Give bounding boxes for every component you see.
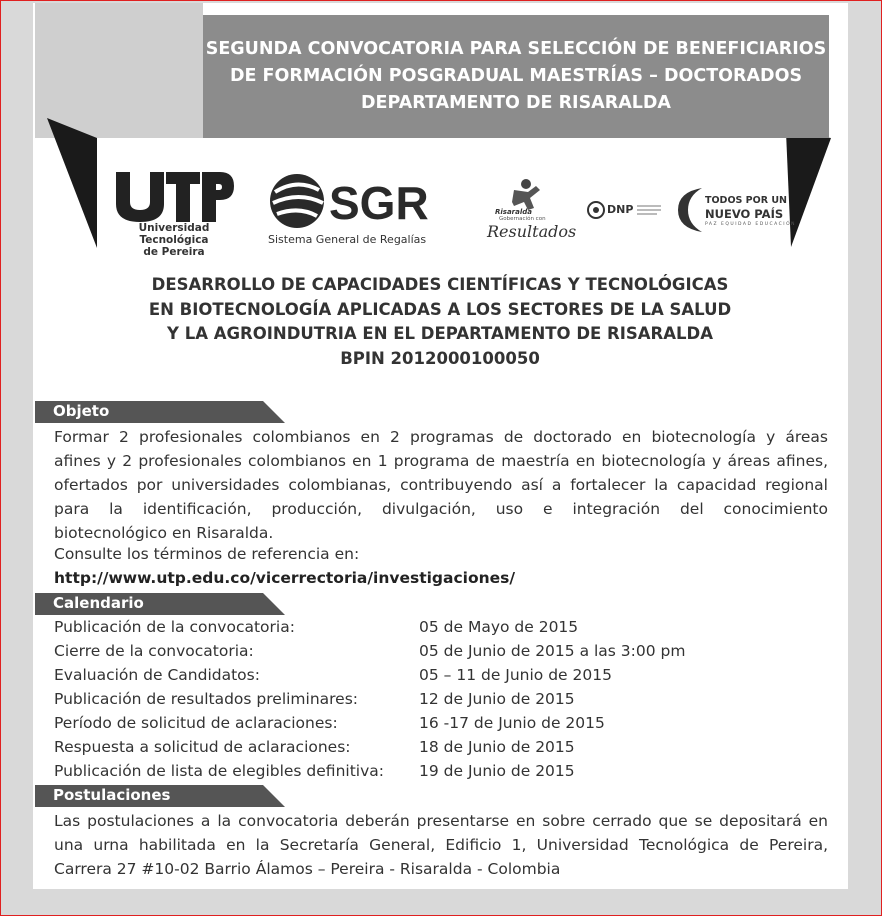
calendar-event: Evaluación de Candidatos:: [54, 666, 260, 684]
project-title-line-1: DESARROLLO DE CAPACIDADES CIENTÍFICAS Y TECNOLÓGICAS: [151, 275, 729, 294]
postulaciones-line-2: una urna habilitada en la Secretaría General, Edificio 1, Universidad Tecnológica de Pereira,: [54, 836, 828, 854]
dnp-logo-text: DNP: [607, 203, 634, 216]
banner-line-2: DE FORMACIÓN POSGRADUAL MAESTRÍAS – DOCTORADOS: [229, 66, 803, 86]
objeto-line-5: biotecnológico en Risaralda.: [54, 524, 274, 542]
calendar-row: [54, 714, 754, 738]
section-title-calendario: Calendario: [53, 594, 144, 612]
calendar-event: Publicación de la convocatoria:: [54, 618, 295, 636]
utp-name-line-2: de Pereira: [143, 246, 205, 258]
calendar-date: 05 de Mayo de 2015: [419, 618, 579, 636]
postulaciones-line-3: Carrera 27 #10-02 Barrio Álamos – Pereira - Risaralda - Colombia: [54, 860, 561, 878]
calendar-date: 16 -17 de Junio de 2015: [419, 714, 605, 732]
banner-line-3: DEPARTAMENTO DE RISARALDA: [361, 93, 671, 113]
postulaciones-paragraph: [54, 809, 828, 881]
calendar-event: Publicación de resultados preliminares:: [54, 690, 359, 708]
calendar-date: 18 de Junio de 2015: [419, 738, 575, 756]
section-title-objeto: Objeto: [53, 402, 110, 420]
project-title: [40, 273, 840, 371]
objeto-line-3: ofertados por universidades colombianas, contribuyendo así a fortalecer la capacidad regional: [54, 476, 828, 494]
calendar-row: [54, 690, 754, 714]
todos-line-2: NUEVO PAÍS: [705, 207, 784, 221]
svg-text:SGR: SGR: [329, 177, 429, 229]
calendar-date: 05 – 11 de Junio de 2015: [419, 666, 612, 684]
header-banner: [203, 15, 829, 138]
todos-line-1: TODOS POR UN: [705, 195, 787, 206]
sgr-logo-icon: [267, 170, 435, 232]
calendar-event: Publicación de lista de elegibles definitiva:: [54, 762, 384, 780]
project-bpin: BPIN 2012000100050: [340, 348, 540, 368]
section-header-calendario: [35, 593, 285, 615]
calendar-event: Período de solicitud de aclaraciones:: [54, 714, 338, 732]
banner-fold-left: [47, 118, 97, 248]
calendar-date: 05 de Junio de 2015 a las 3:00 pm: [419, 642, 686, 660]
terms-url-link[interactable]: http://www.utp.edu.co/vicerrectoria/investigaciones/: [54, 569, 516, 587]
risaralda-sub-label: Gobernación con: [499, 216, 546, 222]
utp-logo-icon: [112, 168, 236, 224]
calendar-event: Respuesta a solicitud de aclaraciones:: [54, 738, 351, 756]
calendar-row: [54, 618, 754, 642]
calendar-row: [54, 642, 754, 666]
project-title-line-2: EN BIOTECNOLOGÍA APLICADAS A LOS SECTORES DE LA SALUD: [148, 299, 732, 319]
risaralda-script-text: Resultados: [487, 222, 577, 241]
calendar-date: 19 de Junio de 2015: [419, 762, 575, 780]
calendar-date: 12 de Junio de 2015: [419, 690, 575, 708]
calendar-event: Cierre de la convocatoria:: [54, 642, 254, 660]
objeto-line-1: Formar 2 profesionales colombianos en 2 programas de doctorado en biotecnología y áreas: [54, 428, 828, 446]
risaralda-label: Risaralda: [495, 208, 532, 216]
objeto-paragraph: [54, 425, 828, 545]
utp-logo-text: [112, 222, 236, 258]
postulaciones-line-1: Las postulaciones a la convocatoria deberán presentarse en sobre cerrado que se depositará en: [54, 812, 828, 830]
consulte-text: Consulte los términos de referencia en:: [54, 545, 360, 563]
project-title-line-3: Y LA AGROINDUTRIA EN EL DEPARTAMENTO DE RISARALDA: [167, 324, 713, 343]
calendar-row: [54, 762, 754, 786]
calendar-row: [54, 666, 754, 690]
section-title-postulaciones: Postulaciones: [53, 786, 171, 804]
todos-line-3: PAZ EQUIDAD EDUCACIÓN: [705, 222, 797, 227]
sgr-logo-subtitle: Sistema General de Regalías: [268, 233, 427, 246]
objeto-line-2: afines y 2 profesionales colombianos en 1 programa de maestría en biotecnología y áreas afines,: [54, 452, 828, 470]
banner-fold-right: [786, 132, 834, 247]
section-header-objeto: [35, 401, 285, 423]
banner-line-1: SEGUNDA CONVOCATORIA PARA SELECCIÓN DE BENEFICIARIOS: [205, 39, 827, 59]
calendar-row: [54, 738, 754, 762]
objeto-line-4: para la identificación, producción, divulgación, uso e integración del conocimiento: [54, 500, 828, 518]
utp-name-line-1: Universidad Tecnológica: [138, 222, 210, 246]
section-header-postulaciones: [35, 785, 285, 807]
